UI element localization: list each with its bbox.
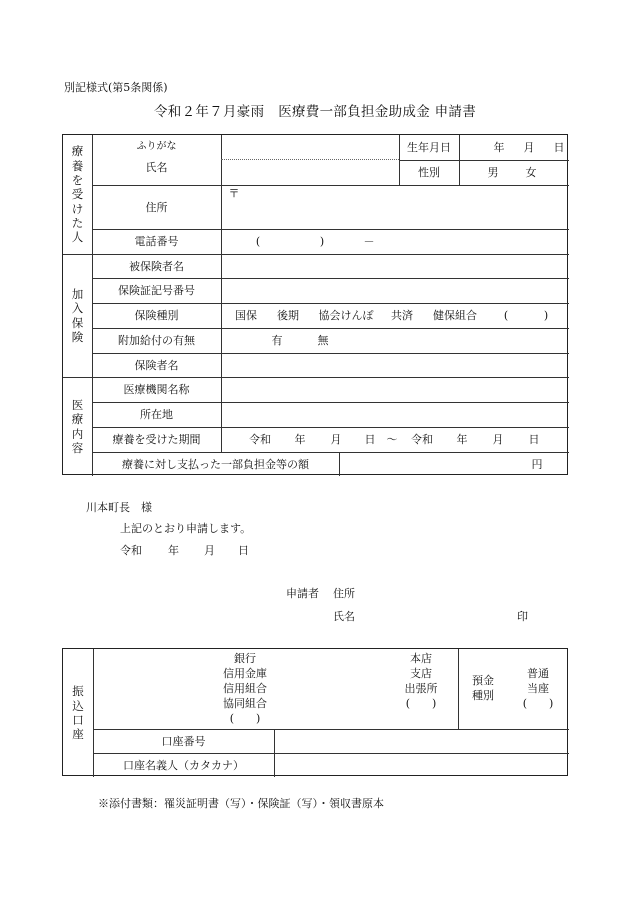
applicant-name-field[interactable] bbox=[360, 607, 510, 625]
sex-option-male[interactable]: 男 bbox=[487, 166, 499, 179]
bank-account-table bbox=[62, 648, 568, 776]
applicant-address-field[interactable] bbox=[360, 584, 560, 602]
postal-mark: 〒 bbox=[228, 186, 240, 200]
period-start-day-unit[interactable]: 日 bbox=[364, 433, 376, 446]
declaration-day-unit[interactable]: 日 bbox=[238, 544, 249, 557]
insurance-type-label: 保険種別 bbox=[134, 309, 179, 322]
institution-type-shinkumi[interactable]: 信用組合 bbox=[223, 681, 267, 695]
birthdate-label: 生年月日 bbox=[407, 141, 451, 154]
period-end-day-unit[interactable]: 日 bbox=[528, 433, 540, 446]
deposit-type-options[interactable] bbox=[515, 667, 561, 712]
deposit-type-toza[interactable]: 当座 bbox=[527, 681, 549, 695]
declaration-year-unit[interactable]: 年 bbox=[168, 544, 179, 557]
account-number-field[interactable] bbox=[275, 729, 569, 753]
deposit-label-line2: 種別 bbox=[472, 688, 494, 702]
type-other-open-paren: ( bbox=[503, 309, 509, 322]
additional-option-yes[interactable]: 有 bbox=[271, 334, 283, 347]
insurer-name-field[interactable] bbox=[221, 353, 569, 377]
deposit-type-label bbox=[463, 674, 503, 704]
amount-unit-yen: 円 bbox=[531, 457, 543, 471]
type-other-close-paren: ) bbox=[543, 309, 549, 322]
section-recipient: 療 養 を 受 け た 人 bbox=[71, 144, 84, 245]
card-number-label: 保険証記号番号 bbox=[118, 284, 195, 297]
insurer-name-label: 保険者名 bbox=[134, 358, 179, 372]
additional-option-no[interactable]: 無 bbox=[317, 334, 329, 347]
declaration-month-unit[interactable]: 月 bbox=[204, 544, 215, 557]
bank-section-label: 振 込 口 座 bbox=[72, 684, 84, 742]
institution-type-bank[interactable]: 銀行 bbox=[234, 652, 256, 665]
name-field[interactable] bbox=[221, 135, 399, 185]
paid-amount-label: 療養に対し支払った一部負担金等の額 bbox=[122, 457, 309, 471]
deposit-label-line1: 預金 bbox=[472, 674, 494, 687]
additional-benefit-label: 附加給付の有無 bbox=[118, 334, 195, 347]
period-start-year-unit[interactable]: 年 bbox=[294, 433, 306, 446]
section-insurance: 加 入 保 険 bbox=[71, 286, 84, 344]
institution-type-other[interactable]: ( ) bbox=[229, 711, 261, 725]
birth-day-unit[interactable]: 日 bbox=[553, 141, 565, 154]
sex-option-female[interactable]: 女 bbox=[525, 166, 537, 179]
type-option-kyokai-kenpo[interactable]: 協会けんぽ bbox=[318, 309, 374, 322]
name-label: 氏名 bbox=[145, 160, 168, 174]
account-number-label: 口座番号 bbox=[161, 734, 206, 748]
location-field[interactable] bbox=[221, 402, 569, 427]
type-other-field[interactable] bbox=[511, 303, 541, 328]
birth-month-unit[interactable]: 月 bbox=[523, 141, 535, 154]
period-end-era: 令和 bbox=[411, 433, 433, 446]
account-holder-label: 口座名義人（カタカナ） bbox=[123, 758, 244, 772]
period-end-month-unit[interactable]: 月 bbox=[492, 433, 504, 446]
period-start-month-unit[interactable]: 月 bbox=[330, 433, 342, 446]
period-label: 療養を受けた期間 bbox=[112, 433, 201, 446]
institution-label: 医療機関名称 bbox=[123, 383, 190, 396]
declaration-statement: 上記のとおり申請します。 bbox=[120, 522, 252, 535]
institution-type-shinkin[interactable]: 信用金庫 bbox=[223, 666, 267, 680]
type-option-kyosai[interactable]: 共済 bbox=[391, 309, 413, 322]
deposit-type-futsu[interactable]: 普通 bbox=[527, 667, 549, 680]
paid-amount-field[interactable] bbox=[339, 452, 529, 476]
applicant-name-label: 氏名 bbox=[333, 610, 355, 623]
card-number-field[interactable] bbox=[221, 278, 569, 303]
institution-field[interactable] bbox=[221, 377, 569, 402]
birth-year-unit[interactable]: 年 bbox=[493, 141, 505, 154]
type-option-kenpo-kumiai[interactable]: 健保組合 bbox=[433, 309, 477, 322]
phone-label: 電話番号 bbox=[134, 235, 179, 248]
applicant-address-label: 住所 bbox=[333, 587, 355, 600]
institution-type-kyodo[interactable]: 協同組合 bbox=[223, 696, 267, 710]
type-option-kouki[interactable]: 後期 bbox=[277, 309, 299, 322]
form-title: 令和２年７月豪雨 医療費一部負担金助成金 申請書 bbox=[154, 104, 476, 120]
form-label: 別記様式(第5条関係) bbox=[64, 81, 168, 94]
branch-type-head[interactable]: 本店 bbox=[410, 652, 432, 665]
period-range-tilde: ～ bbox=[386, 433, 398, 446]
institution-type-options[interactable] bbox=[215, 652, 275, 727]
address-field[interactable] bbox=[243, 185, 569, 229]
insured-name-label: 被保険者名 bbox=[129, 259, 184, 273]
address-label: 住所 bbox=[145, 200, 168, 214]
attachments-note: ※添付書類：罹災証明書（写）・保険証（写）・領収書原本 bbox=[98, 797, 384, 810]
location-label: 所在地 bbox=[140, 408, 173, 421]
declaration-era: 令和 bbox=[120, 544, 142, 557]
phone-dash: － bbox=[363, 235, 375, 248]
branch-type-office[interactable]: 出張所 bbox=[404, 681, 438, 695]
account-holder-field[interactable] bbox=[275, 753, 569, 777]
applicant-label: 申請者 bbox=[286, 587, 319, 600]
sex-label: 性別 bbox=[418, 166, 440, 179]
addressee: 川本町長 様 bbox=[86, 501, 152, 514]
phone-close-paren: ) bbox=[319, 235, 325, 248]
branch-type-options[interactable] bbox=[393, 652, 449, 712]
application-table bbox=[62, 134, 568, 475]
insured-name-field[interactable] bbox=[221, 254, 569, 278]
phone-area-field[interactable] bbox=[263, 229, 317, 254]
period-end-year-unit[interactable]: 年 bbox=[456, 433, 468, 446]
branch-deposit-divider bbox=[458, 649, 459, 729]
deposit-type-other[interactable]: ( ) bbox=[522, 696, 554, 710]
phone-open-paren: ( bbox=[255, 235, 261, 248]
type-option-kokuho[interactable]: 国保 bbox=[235, 309, 257, 322]
branch-type-branch[interactable]: 支店 bbox=[410, 666, 432, 680]
section-medical: 医 療 内 容 bbox=[71, 397, 84, 455]
seal-mark: 印 bbox=[517, 610, 528, 623]
period-start-era: 令和 bbox=[249, 433, 271, 446]
furigana-label: ふりがな bbox=[136, 141, 177, 152]
branch-type-other[interactable]: ( ) bbox=[405, 696, 437, 710]
